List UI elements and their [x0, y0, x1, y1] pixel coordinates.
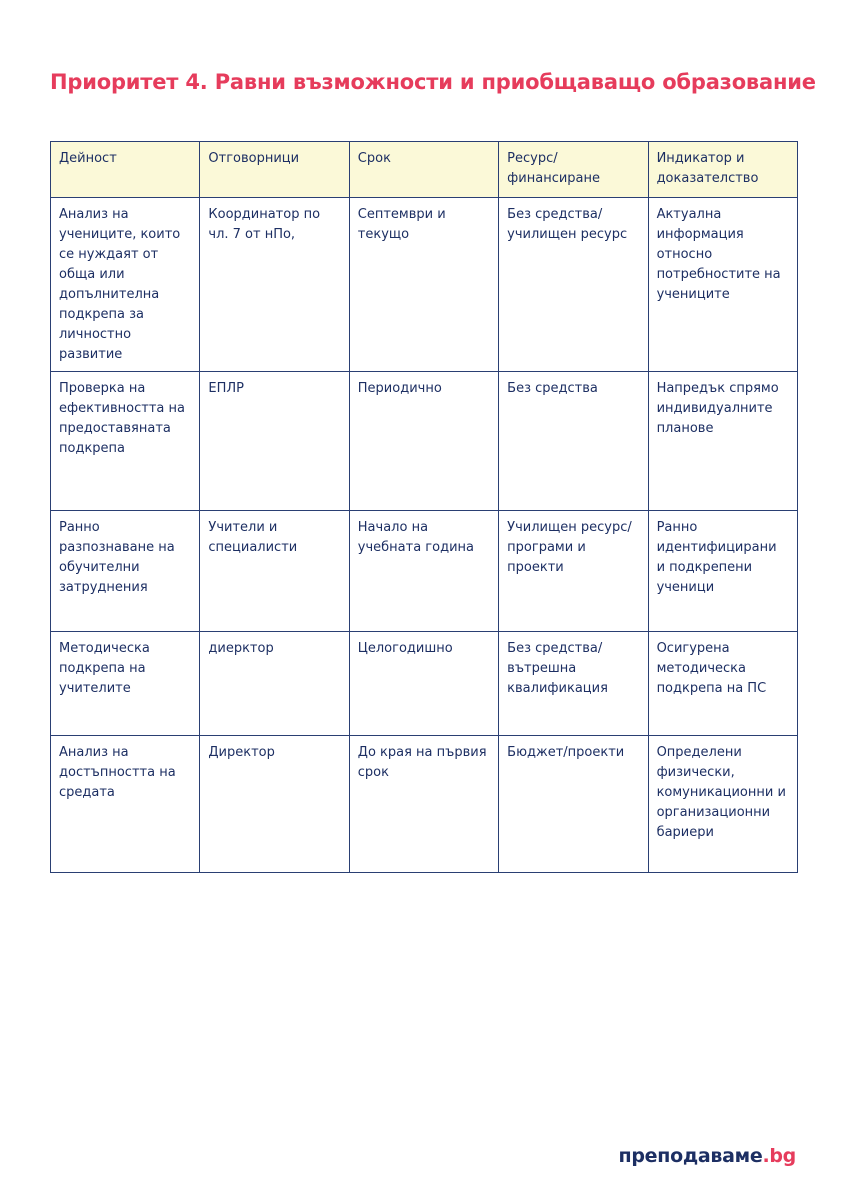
brand-name: преподаваме [618, 1145, 763, 1167]
cell-indicator: Напредък спрямо индивидуалните планове [648, 372, 797, 511]
header-activity: Дейност [51, 142, 200, 198]
cell-resource: Бюджет/проекти [499, 736, 648, 873]
cell-responsible: ЕПЛР [200, 372, 349, 511]
cell-activity: Анализ на учениците, които се нуждаят от обща или допълнителна подкрепа за личностно развитие [51, 198, 200, 372]
cell-responsible: Учители и специалисти [200, 511, 349, 632]
cell-deadline: Септември и текущо [349, 198, 498, 372]
table-row [51, 372, 798, 511]
header-indicator: Индикатор и доказателство [648, 142, 797, 198]
cell-activity: Методическа подкрепа на учителите [51, 632, 200, 736]
table-row [51, 511, 798, 632]
cell-indicator: Актуална информация относно потребностите на учениците [648, 198, 797, 372]
cell-responsible: Директор [200, 736, 349, 873]
cell-deadline: До края на първия срок [349, 736, 498, 873]
cell-resource: Без средства/ училищен ресурс [499, 198, 648, 372]
table-header-row [51, 142, 798, 198]
table-row [51, 632, 798, 736]
header-deadline: Срок [349, 142, 498, 198]
cell-indicator: Осигурена методическа подкрепа на ПС [648, 632, 797, 736]
cell-deadline: Начало на учебната година [349, 511, 498, 632]
cell-deadline: Целогодишно [349, 632, 498, 736]
brand-tld: .bg [762, 1145, 796, 1167]
cell-activity: Проверка на ефективността на предоставяната подкрепа [51, 372, 200, 511]
table-row [51, 736, 798, 873]
cell-indicator: Определени физически, комуникационни и организационни бариери [648, 736, 797, 873]
cell-indicator: Ранно идентифицирани и подкрепени ученици [648, 511, 797, 632]
cell-activity: Анализ на достъпността на средата [51, 736, 200, 873]
cell-resource: Училищен ресурс/ програми и проекти [499, 511, 648, 632]
cell-resource: Без средства [499, 372, 648, 511]
cell-resource: Без средства/ вътрешна квалификация [499, 632, 648, 736]
header-resource: Ресурс/ финансиране [499, 142, 648, 198]
cell-activity: Ранно разпознаване на обучителни затруднения [51, 511, 200, 632]
priority-table [50, 141, 798, 873]
header-responsible: Отговорници [200, 142, 349, 198]
cell-responsible: Координатор по чл. 7 от нПо, [200, 198, 349, 372]
cell-responsible: диерктор [200, 632, 349, 736]
page-title: Приоритет 4. Равни възможности и приобщаващо образование [50, 70, 816, 94]
cell-deadline: Периодично [349, 372, 498, 511]
table-row [51, 198, 798, 372]
brand-logo [619, 1145, 796, 1167]
